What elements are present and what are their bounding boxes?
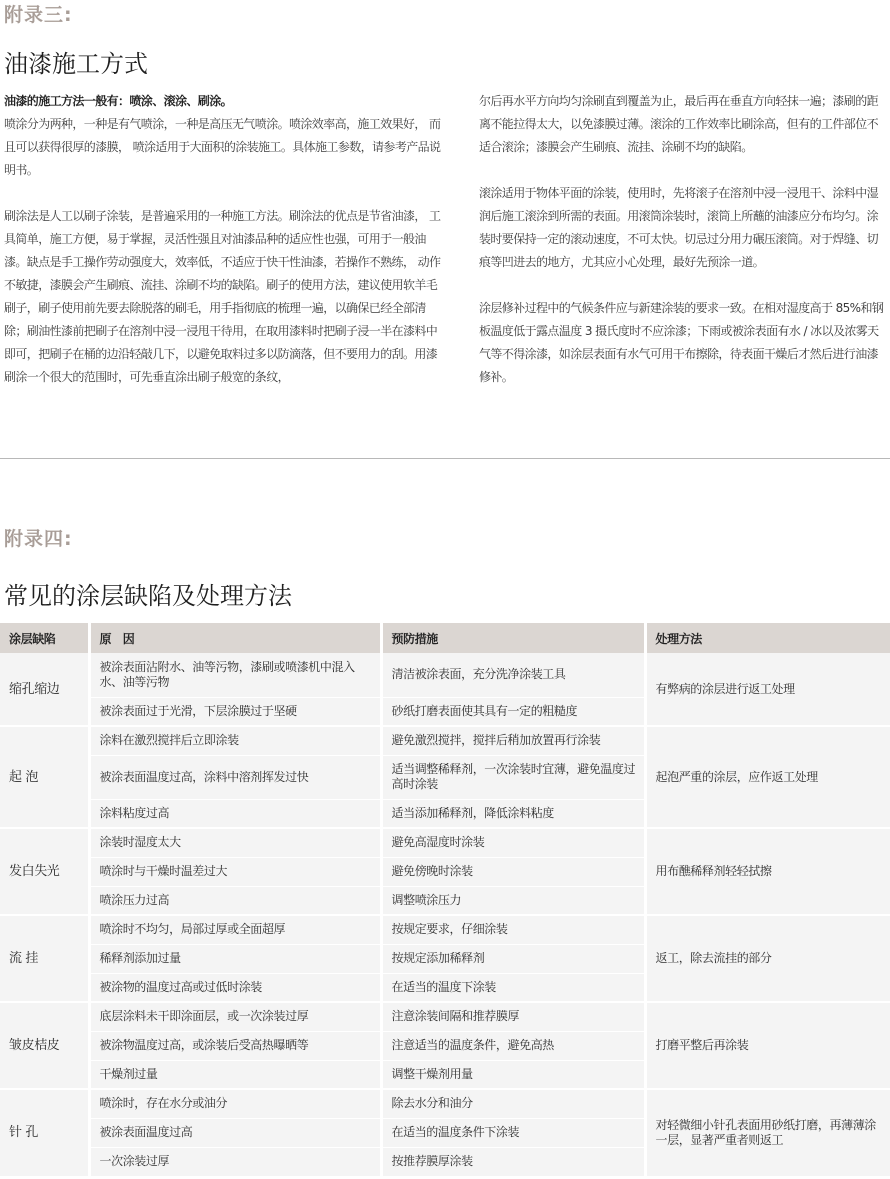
header-cause: 原 因 <box>89 623 381 653</box>
treatment-cell: 有弊病的涂层进行返工处理 <box>645 653 890 726</box>
section-divider <box>0 458 890 459</box>
defect-name: 起 泡 <box>0 726 89 828</box>
prevention-cell: 避免高湿度时涂装 <box>381 828 645 857</box>
appendix-4-title: 常见的涂层缺陷及处理方法 <box>4 582 292 610</box>
prevention-cell: 按推荐膜厚涂装 <box>381 1147 645 1176</box>
header-prevention: 预防措施 <box>381 623 645 653</box>
appendix-3-right-column <box>479 90 889 389</box>
table-header-row <box>0 623 890 653</box>
table-row <box>0 1002 890 1031</box>
cause-cell: 被涂表面温度过高 <box>89 1118 381 1147</box>
prevention-cell: 清洁被涂表面，充分洗净涂装工具 <box>381 653 645 697</box>
table-row <box>0 828 890 857</box>
prevention-cell: 按规定添加稀释剂 <box>381 944 645 973</box>
defect-name: 流 挂 <box>0 915 89 1002</box>
appendix-3-label: 附录三: <box>4 4 73 26</box>
defect-name: 针 孔 <box>0 1089 89 1176</box>
table-row <box>0 726 890 755</box>
prevention-cell: 适当调整稀释剂，一次涂装时宜薄，避免温度过高时涂装 <box>381 755 645 799</box>
cause-cell: 喷涂压力过高 <box>89 886 381 915</box>
appendix-3-left-column <box>4 90 442 389</box>
paragraph-lead: 油漆的施工方法一般有：喷涂、滚涂、刷涂。 <box>4 94 233 108</box>
cause-cell: 涂料在激烈搅拌后立即涂装 <box>89 726 381 755</box>
paragraph-repair: 涂层修补过程中的气候条件应与新建涂装的要求一致。在相对湿度高于 85%和钢板温度低于露点温度 3 摄氏度时不应涂漆；下雨或被涂表面有水 / 冰以及浓雾天气等不得涂漆，如涂层表面有水气可用干布擦除，待表面干燥后才然后进行油漆修补。 <box>479 301 884 384</box>
table-row <box>0 915 890 944</box>
cause-cell: 喷涂时，存在水分或油分 <box>89 1089 381 1118</box>
cause-cell: 涂装时湿度太大 <box>89 828 381 857</box>
paragraph-roller: 滚涂适用于物体平面的涂装，使用时，先将滚子在溶剂中浸一浸甩干、涂料中湿润后施工滚涂到所需的表面。用滚筒涂装时，滚筒上所蘸的油漆应分布均匀。涂装时要保持一定的滚动速度，不可太快。切忌过分用力碾压滚筒。对于焊缝、切痕等凹进去的地方，尤其应小心处理，最好先预涂一道。 <box>479 186 879 269</box>
prevention-cell: 按规定要求，仔细涂装 <box>381 915 645 944</box>
cause-cell: 被涂表面过于光滑，下层涂膜过于坚硬 <box>89 697 381 726</box>
prevention-cell: 砂纸打磨表面使其具有一定的粗糙度 <box>381 697 645 726</box>
cause-cell: 一次涂装过厚 <box>89 1147 381 1176</box>
defect-name: 缩孔缩边 <box>0 653 89 726</box>
prevention-cell: 注意适当的温度条件，避免高热 <box>381 1031 645 1060</box>
defect-name: 皱皮桔皮 <box>0 1002 89 1089</box>
prevention-cell: 调整干燥剂用量 <box>381 1060 645 1089</box>
defect-name: 发白失光 <box>0 828 89 915</box>
cause-cell: 干燥剂过量 <box>89 1060 381 1089</box>
paragraph-brush <box>4 205 442 389</box>
cause-cell: 涂料粘度过高 <box>89 799 381 828</box>
treatment-cell: 用布醮稀释剂轻轻拭擦 <box>645 828 890 915</box>
prevention-cell: 调整喷涂压力 <box>381 886 645 915</box>
cause-cell: 喷涂时与干燥时温差过大 <box>89 857 381 886</box>
prevention-cell: 避免傍晚时涂装 <box>381 857 645 886</box>
prevention-cell: 在适当的温度条件下涂装 <box>381 1118 645 1147</box>
prevention-cell: 适当添加稀释剂，降低涂料粘度 <box>381 799 645 828</box>
defects-table <box>0 623 890 1177</box>
prevention-cell: 注意涂装间隔和推荐膜厚 <box>381 1002 645 1031</box>
paragraph-text: 喷涂分为两种，一种是有气喷涂，一种是高压无气喷涂。喷涂效率高，施工效果好， 而且可以获得很厚的漆膜， 喷涂适用于大面积的涂装施工。具体施工参数，请参考产品说明书。 <box>4 117 441 177</box>
paragraph-spray <box>4 90 442 182</box>
treatment-cell: 对轻微细小针孔表面用砂纸打磨，再薄薄涂一层，显著严重者则返工 <box>645 1089 890 1176</box>
paragraph-text: 刷涂法是人工以刷子涂装，是普遍采用的一种施工方法。刷涂法的优点是节省油漆， 工具简单，施工方便，易于掌握，灵活性强且对油漆品种的适应性也强，可用于一般油漆。缺点是手工操作劳动强度大，效率低，不适应于快干性油漆，若操作不熟练， 动作不敏捷，漆膜会产生刷痕、流挂、涂刷不均的缺陷。刷子的使用方法，建议使用软羊毛刷子，刷子使用前先要去除脱落的刷毛，用手指彻底的梳理一遍，以确保已经全部清除；刷油性漆前把刷子在溶剂中浸一浸甩干待用，在取用漆料时把刷子浸一半在漆料中即可，把刷子在桶的边沿轻敲几下，以避免取料过多以防滴落，但不要用力的刮。用漆刷涂一个很大的范围时，可先垂直涂出刷子般宽的条纹， <box>4 209 441 384</box>
appendix-3-title: 油漆施工方式 <box>4 50 148 78</box>
header-defect: 涂层缺陷 <box>0 623 89 653</box>
cause-cell: 被涂物温度过高，或涂装后受高热曝晒等 <box>89 1031 381 1060</box>
header-treatment: 处理方法 <box>645 623 890 653</box>
prevention-cell: 除去水分和油分 <box>381 1089 645 1118</box>
table-row <box>0 653 890 697</box>
treatment-cell: 起泡严重的涂层，应作返工处理 <box>645 726 890 828</box>
paragraph-brush-continued: 尔后再水平方向均匀涂刷直到覆盖为止，最后再在垂直方向轻抹一遍；漆刷的距离不能拉得太大，以免漆膜过薄。滚涂的工作效率比刷涂高，但有的工件部位不适合滚涂；漆膜会产生刷痕、流挂、涂刷不均的缺陷。 <box>479 94 879 154</box>
prevention-cell: 避免激烈搅拌，搅拌后稍加放置再行涂装 <box>381 726 645 755</box>
treatment-cell: 打磨平整后再涂装 <box>645 1002 890 1089</box>
cause-cell: 被涂表面温度过高，涂料中溶剂挥发过快 <box>89 755 381 799</box>
prevention-cell: 在适当的温度下涂装 <box>381 973 645 1002</box>
cause-cell: 稀释剂添加过量 <box>89 944 381 973</box>
cause-cell: 底层涂料未干即涂面层，或一次涂装过厚 <box>89 1002 381 1031</box>
table-row <box>0 1089 890 1118</box>
appendix-4-label: 附录四: <box>4 528 73 550</box>
cause-cell: 喷涂时不均匀，局部过厚或全面超厚 <box>89 915 381 944</box>
treatment-cell: 返工，除去流挂的部分 <box>645 915 890 1002</box>
cause-cell: 被涂表面沾附水、油等污物，漆刷或喷漆机中混入水、油等污物 <box>89 653 381 697</box>
cause-cell: 被涂物的温度过高或过低时涂装 <box>89 973 381 1002</box>
